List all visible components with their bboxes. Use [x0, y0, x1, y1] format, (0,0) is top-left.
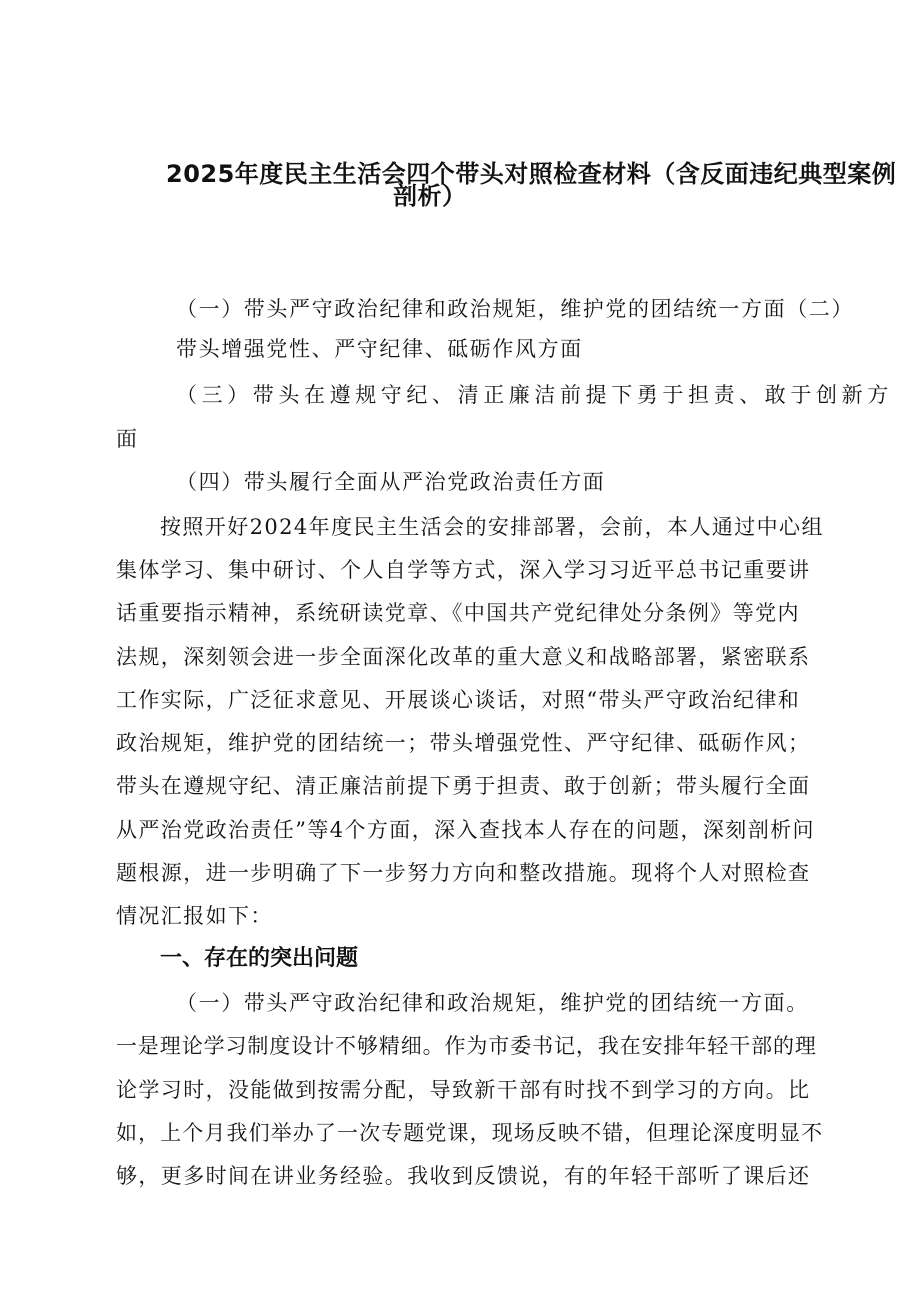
intro-line: 按照开好2024年度民主生活会的安排部署，会前，本人通过中心组 — [160, 515, 824, 539]
intro-line: 集体学习、集中研讨、个人自学等方式，深入学习习近平总书记重要讲 — [116, 558, 811, 582]
section-body-line: 如，上个月我们举办了一次专题党课，现场反映不错，但理论深度明显不 — [116, 1121, 824, 1145]
outline-line: 面 — [116, 427, 139, 451]
intro-line: 题根源，进一步明确了下一步努力方向和整改措施。现将个人对照检查 — [116, 861, 811, 885]
section-body-line: （一）带头严守政治纪律和政治规矩，维护党的团结统一方面。 — [176, 991, 809, 1015]
section-body-line: 够，更多时间在讲业务经验。我收到反馈说，有的年轻干部听了课后还 — [116, 1164, 811, 1188]
intro-line: 话重要指示精神，系统研读党章、《中国共产党纪律处分条例》等党内 — [116, 601, 800, 625]
section-body-line: 一是理论学习制度设计不够精细。作为市委书记，我在安排年轻干部的理 — [116, 1034, 817, 1058]
outline-line: 带头增强党性、严守纪律、砥砺作风方面 — [176, 337, 583, 361]
outline-line: （四）带头履行全面从严治党政治责任方面 — [176, 470, 606, 494]
intro-line: 工作实际，广泛征求意见、开展谈心谈话，对照“带头严守政治纪律和 — [116, 688, 801, 712]
section-body-line: 论学习时，没能做到按需分配，导致新干部有时找不到学习的方向。比 — [116, 1078, 811, 1102]
document-title-line-2: 剖析） — [393, 182, 467, 210]
intro-line: 法规，深刻领会进一步全面深化改革的重大意义和战略部署，紧密联系 — [116, 645, 811, 669]
intro-line: 从严治党政治责任”等4个方面，深入查找本人存在的问题，深刻剖析问 — [116, 818, 815, 842]
outline-line: （三）带头在遵规守纪、清正廉洁前提下勇于担责、敢于创新方 — [176, 383, 893, 407]
intro-line: 政治规矩，维护党的团结统一；带头增强党性、严守纪律、砥砺作风； — [116, 731, 811, 755]
document-title-line-1: 2025年度民主生活会四个带头对照检查材料（含反面违纪典型案例 — [166, 160, 897, 188]
intro-line: 情况汇报如下： — [116, 904, 273, 928]
section-heading: 一、存在的突出问题 — [160, 946, 359, 971]
intro-line: 带头在遵规守纪、清正廉洁前提下勇于担责、敢于创新；带头履行全面 — [116, 774, 811, 798]
outline-line: （一）带头严守政治纪律和政治规矩，维护党的团结统一方面（二） — [176, 297, 854, 321]
